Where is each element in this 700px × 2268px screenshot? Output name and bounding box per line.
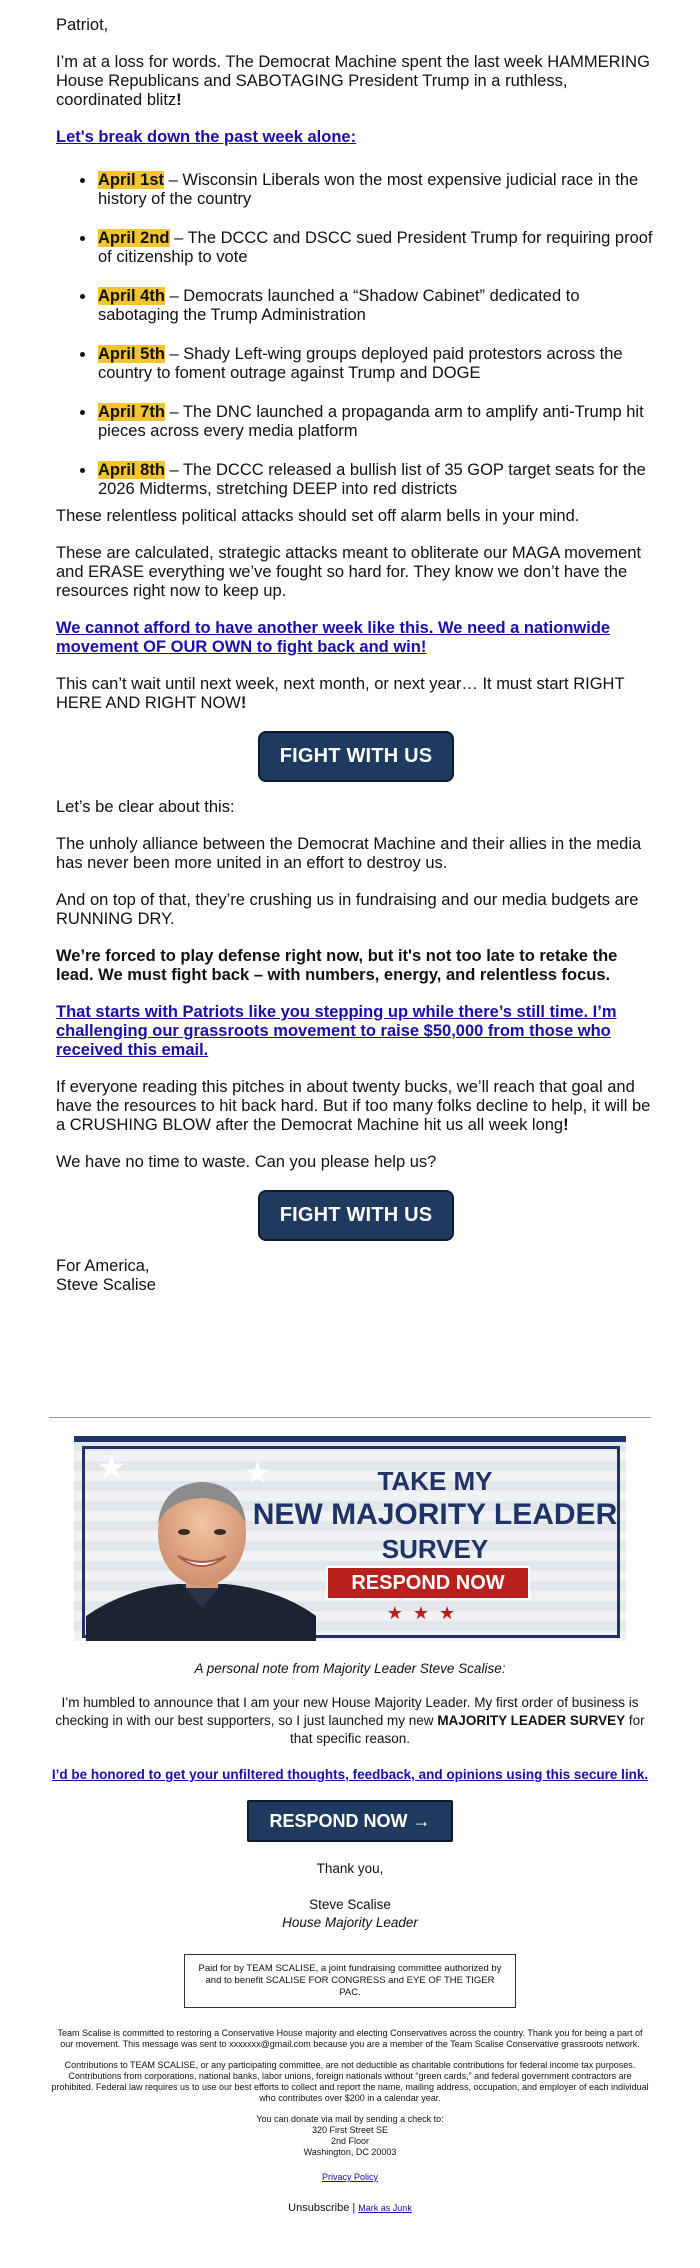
timeline-text: – The DCCC released a bullish list of 35 GOP target seats for the 2026 Midterms, stretching DEEP into red districts bbox=[98, 461, 646, 498]
cant-wait-paragraph bbox=[56, 675, 656, 713]
footer-signer-title: House Majority Leader bbox=[282, 1915, 418, 1930]
timeline-item bbox=[96, 287, 656, 325]
timeline-item bbox=[96, 171, 656, 209]
flag-star-icon: ★ bbox=[96, 1449, 127, 1487]
everyone-exclaim: ! bbox=[563, 1116, 569, 1134]
cant-wait-text: This can’t wait until next week, next month, or next year… It must start RIGHT HERE AND RIGHT NOW bbox=[56, 675, 625, 712]
defense-bold-paragraph: We’re forced to play defense right now, but it's not too late to retake the lead. We must fight back – with numbers, energy, and relentless focus. bbox=[56, 947, 618, 984]
banner-stars-icon: ★★★ bbox=[386, 1603, 466, 1623]
address-line-3: Washington, DC 20003 bbox=[303, 2147, 397, 2157]
timeline-date: April 5th bbox=[98, 345, 165, 363]
timeline-date: April 2nd bbox=[98, 229, 170, 247]
banner-line-1: TAKE MY bbox=[377, 1466, 493, 1496]
email-body bbox=[56, 16, 656, 1295]
announcement-text: I’m humbled to announce that I am your new House Majority Leader. My first order of business is checking in with our best supporters, so I just launched my new bbox=[55, 1695, 639, 1728]
address-line-1: 320 First Street SE bbox=[311, 2125, 389, 2135]
alarm-paragraph: These relentless political attacks should set off alarm bells in your mind. bbox=[56, 507, 580, 525]
divider bbox=[49, 1417, 651, 1418]
crushing-paragraph: And on top of that, they’re crushing us in fundraising and our media budgets are RUNNING DRY. bbox=[56, 891, 639, 928]
challenge-link[interactable]: That starts with Patriots like you stepping up while there’s still time. I’m challenging our grassroots movement to raise $50,000 from those who received this email. bbox=[56, 1003, 617, 1059]
timeline-text: – The DNC launched a propaganda arm to amplify anti-Trump hit pieces across every media platform bbox=[98, 403, 644, 440]
timeline-date: April 4th bbox=[98, 287, 165, 305]
everyone-paragraph bbox=[56, 1078, 656, 1135]
calculated-paragraph: These are calculated, strategic attacks meant to obliterate our MAGA movement and ERASE everything we’ve fought so hard for. They know we don’t have the resources right now to keep up. bbox=[56, 544, 642, 600]
banner-line-3: SURVEY bbox=[381, 1534, 489, 1564]
timeline-text: – Shady Left-wing groups deployed paid protestors across the country to foment outrage against Trump and DOGE bbox=[98, 345, 623, 382]
timeline-date: April 7th bbox=[98, 403, 165, 421]
honored-link[interactable]: I’d be honored to get your unfiltered thoughts, feedback, and opinions using this secure link. bbox=[51, 1767, 649, 1782]
breakdown-link[interactable]: Let's break down the past week alone: bbox=[56, 128, 357, 146]
address-line-2: 2nd Floor bbox=[330, 2136, 370, 2146]
separator: | bbox=[349, 2202, 359, 2214]
timeline-date: April 8th bbox=[98, 461, 165, 479]
alliance-paragraph: The unholy alliance between the Democrat Machine and their allies in the media has never been more united in an effort to destroy us. bbox=[56, 835, 642, 872]
survey-banner[interactable] bbox=[74, 1436, 626, 1641]
banner-respond-now-button[interactable]: RESPOND NOW bbox=[326, 1566, 530, 1600]
fine-print bbox=[50, 2028, 650, 2183]
cant-wait-exclaim: ! bbox=[240, 694, 247, 712]
respond-now-button[interactable]: RESPOND NOW → bbox=[247, 1800, 452, 1842]
fine-print-membership: Team Scalise is committed to restoring a Conservative House majority and electing Conservatives across the country. Thank you for being a part of our movement. This message was sent to xxxxxxx@gmail.com because you are a member of the Team Scalise Conservative grassroots network. bbox=[57, 2028, 643, 2049]
timeline-text: – Democrats launched a “Shadow Cabinet” dedicated to sabotaging the Trump Administration bbox=[98, 287, 580, 324]
cannot-afford-link[interactable]: We cannot afford to have another week like this. We need a nationwide movement OF OUR OWN to fight back and win! bbox=[56, 619, 611, 656]
timeline-item bbox=[96, 403, 656, 441]
banner-top-bar bbox=[74, 1436, 626, 1442]
intro-text: I’m at a loss for words. The Democrat Machine spent the last week HAMMERING House Republicans and SABOTAGING President Trump in a ruthless, coordinated blitz bbox=[56, 53, 650, 109]
flag-star-icon: ★ bbox=[244, 1457, 271, 1490]
timeline-item bbox=[96, 345, 656, 383]
be-clear-paragraph: Let’s be clear about this: bbox=[56, 798, 235, 816]
unsubscribe-link[interactable]: Unsubscribe bbox=[288, 2202, 350, 2214]
footer bbox=[50, 1660, 650, 2217]
privacy-policy-link[interactable]: Privacy Policy bbox=[321, 2172, 378, 2182]
paid-for-by-box: Paid for by TEAM SCALISE, a joint fundraising committee authorized by and to benefit SCALISE FOR CONGRESS and EYE OF THE TIGER PAC. bbox=[184, 1954, 516, 2008]
thank-you: Thank you, bbox=[316, 1861, 384, 1876]
timeline-text: – The DCCC and DSCC sued President Trump for requiring proof of citizenship to vote bbox=[98, 229, 653, 266]
unsubscribe-row bbox=[50, 2199, 650, 2217]
timeline-list bbox=[56, 171, 656, 499]
fine-print-contributions: Contributions to TEAM SCALISE, or any participating committee, are not deductible as charitable contributions for federal income tax purposes. Contributions from corporations, national banks, labor unions, foreign nationals without “green cards,” and federal government contractors are prohibited. Federal law requires us to use our best efforts to collect and report the name, mailing address, occupation, and employer of each individual who contributes over $200 in a calendar year. bbox=[51, 2060, 649, 2103]
greeting: Patriot, bbox=[56, 16, 109, 34]
signature bbox=[56, 1257, 656, 1295]
footer-signer-name: Steve Scalise bbox=[309, 1897, 391, 1912]
intro-exclaim: ! bbox=[176, 91, 182, 109]
signoff: For America, bbox=[56, 1257, 150, 1275]
signer-name: Steve Scalise bbox=[56, 1276, 156, 1294]
survey-name: MAJORITY LEADER SURVEY bbox=[437, 1713, 626, 1728]
personal-note: A personal note from Majority Leader Steve Scalise: bbox=[194, 1661, 506, 1676]
fight-with-us-button[interactable]: FIGHT WITH US bbox=[258, 731, 455, 782]
fight-with-us-button-2[interactable]: FIGHT WITH US bbox=[258, 1190, 455, 1241]
no-time-paragraph: We have no time to waste. Can you please help us? bbox=[56, 1153, 437, 1171]
timeline-item bbox=[96, 229, 656, 267]
everyone-text: If everyone reading this pitches in about twenty bucks, we’ll reach that goal and have the resources to hit back hard. But if too many folks decline to help, it will be a CRUSHING BLOW after the Democrat Machine hit us all week long bbox=[56, 1078, 651, 1134]
announcement-text-end: for that specific reason. bbox=[289, 1713, 645, 1746]
intro-paragraph bbox=[56, 53, 656, 110]
mail-intro: You can donate via mail by sending a check to: bbox=[256, 2114, 444, 2124]
mark-as-junk-link[interactable]: Mark as Junk bbox=[358, 2203, 412, 2213]
timeline-date: April 1st bbox=[98, 171, 165, 189]
timeline-text: – Wisconsin Liberals won the most expensive judicial race in the history of the country bbox=[98, 171, 639, 208]
timeline-item bbox=[96, 461, 656, 499]
banner-line-2: NEW MAJORITY LEADER bbox=[252, 1498, 618, 1531]
announcement-paragraph bbox=[50, 1694, 650, 1748]
